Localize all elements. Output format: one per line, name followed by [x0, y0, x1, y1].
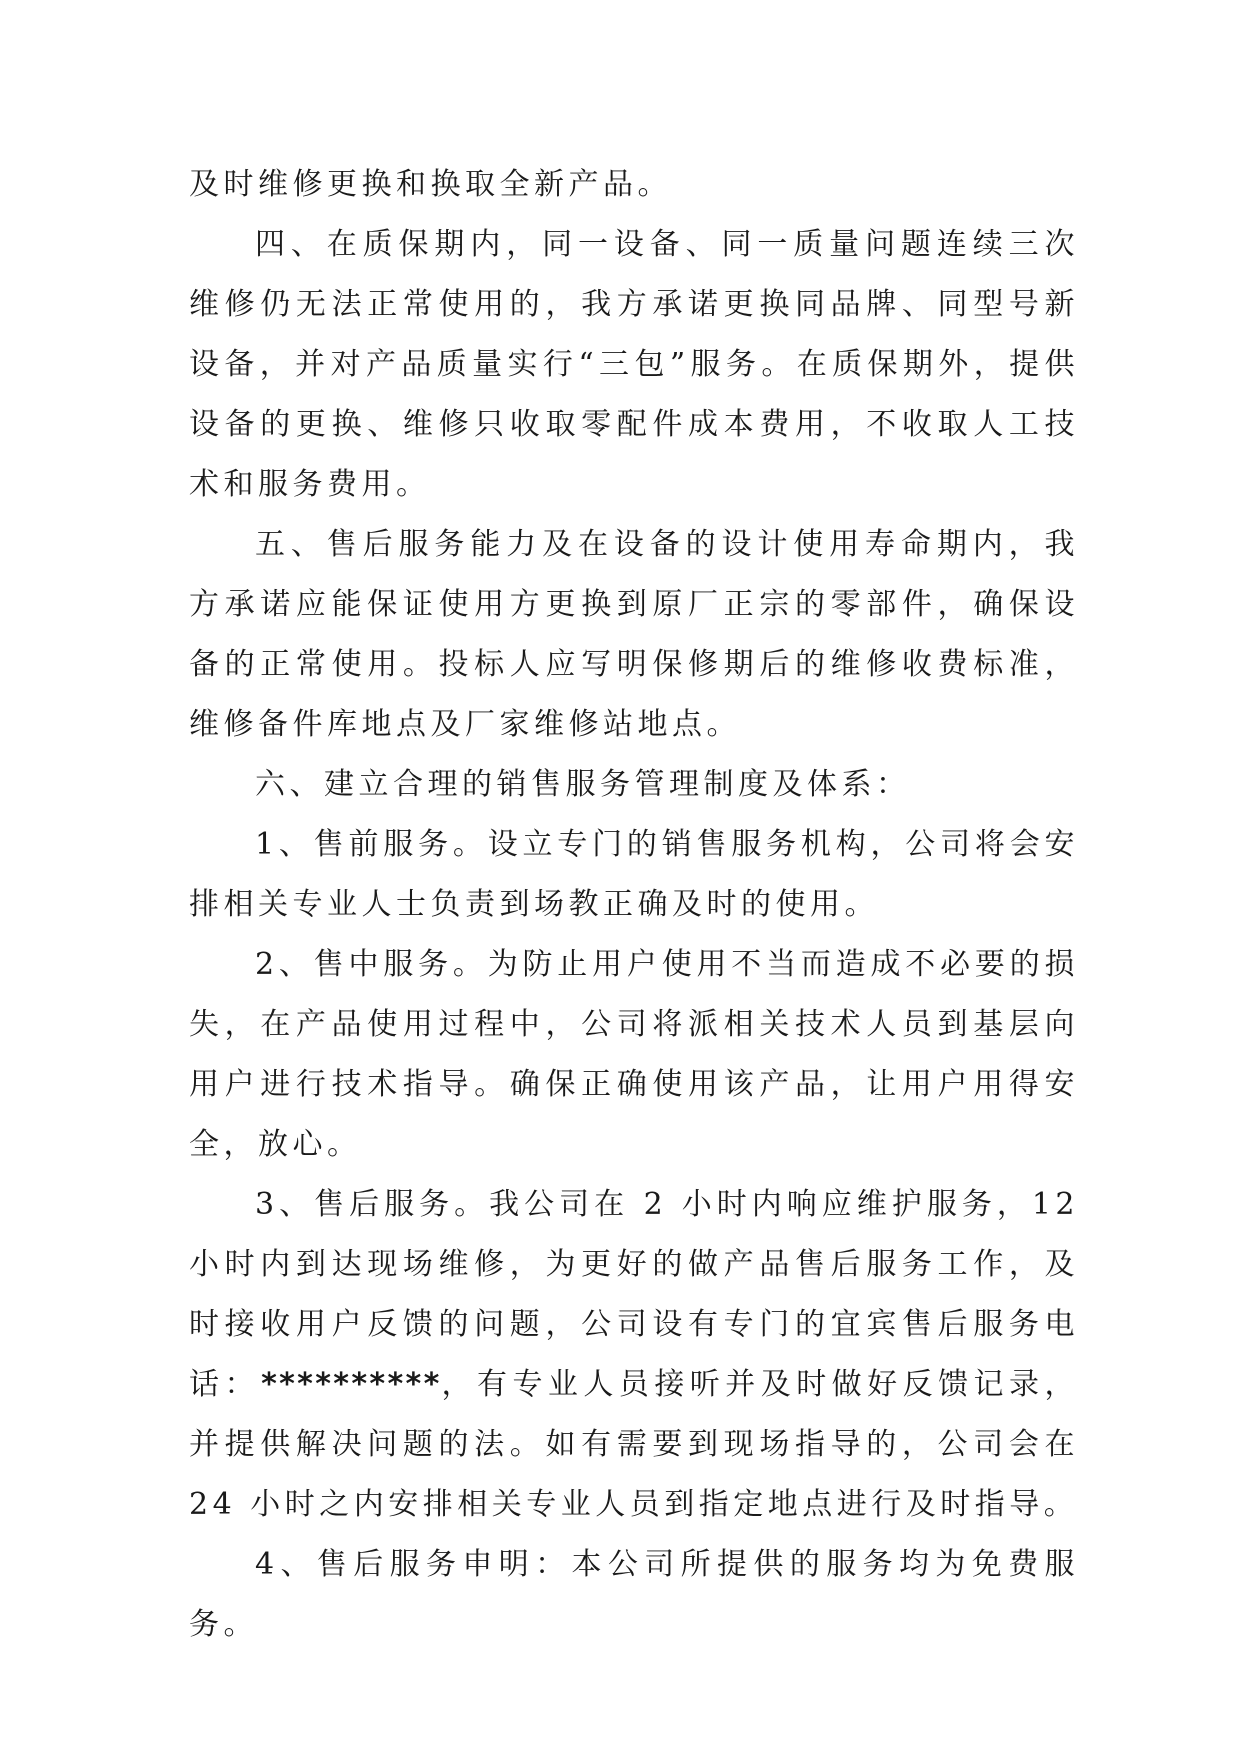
document-page	[189, 155, 1079, 1655]
paragraph-service-capability: 五、售后服务能力及在设备的设计使用寿命期内，我方承诺应能保证使用方更换到原厂正宗的零部件，确保设备的正常使用。投标人应写明保修期后的维修收费标准，维修备件库地点及厂家维修站地点。	[189, 527, 1079, 742]
paragraph-service-statement: 4、售后服务申明：本公司所提供的服务均为免费服务。	[189, 1547, 1079, 1642]
paragraph-after-sale-service	[189, 1175, 1079, 1535]
paragraph-warranty-replacement: 四、在质保期内，同一设备、同一质量问题连续三次维修仍无法正常使用的，我方承诺更换同品牌、同型号新设备，并对产品质量实行“三包”服务。在质保期外，提供设备的更换、维修只收取零配件成本费用，不收取人工技术和服务费用。	[189, 227, 1079, 502]
service-phone-number: **********	[259, 1367, 441, 1402]
paragraph-pre-sale-service: 1、售前服务。设立专门的销售服务机构，公司将会安排相关专业人士负责到场教正确及时的使用。	[189, 827, 1079, 922]
after-sale-text-before: 3、售后服务。我公司在 2 小时内响应维护服务，12 小时内到达现场维修，为更好的做产品售后服务工作，及时接收用户反馈的问题，公司设有专门的宜宾售后服务电话：	[189, 1187, 1079, 1402]
paragraph-in-sale-service: 2、售中服务。为防止用户使用不当而造成不必要的损失，在产品使用过程中，公司将派相关技术人员到基层向用户进行技术指导。确保正确使用该产品，让用户用得安全，放心。	[189, 947, 1079, 1162]
paragraph-management-system-heading: 六、建立合理的销售服务管理制度及体系：	[255, 767, 911, 802]
after-sale-text-after: ，有专业人员接听并及时做好反馈记录，并提供解决问题的法。如有需要到现场指导的，公司会在 24 小时之内安排相关专业人员到指定地点进行及时指导。	[189, 1367, 1079, 1522]
paragraph-continuation: 及时维修更换和换取全新产品。	[189, 167, 672, 202]
